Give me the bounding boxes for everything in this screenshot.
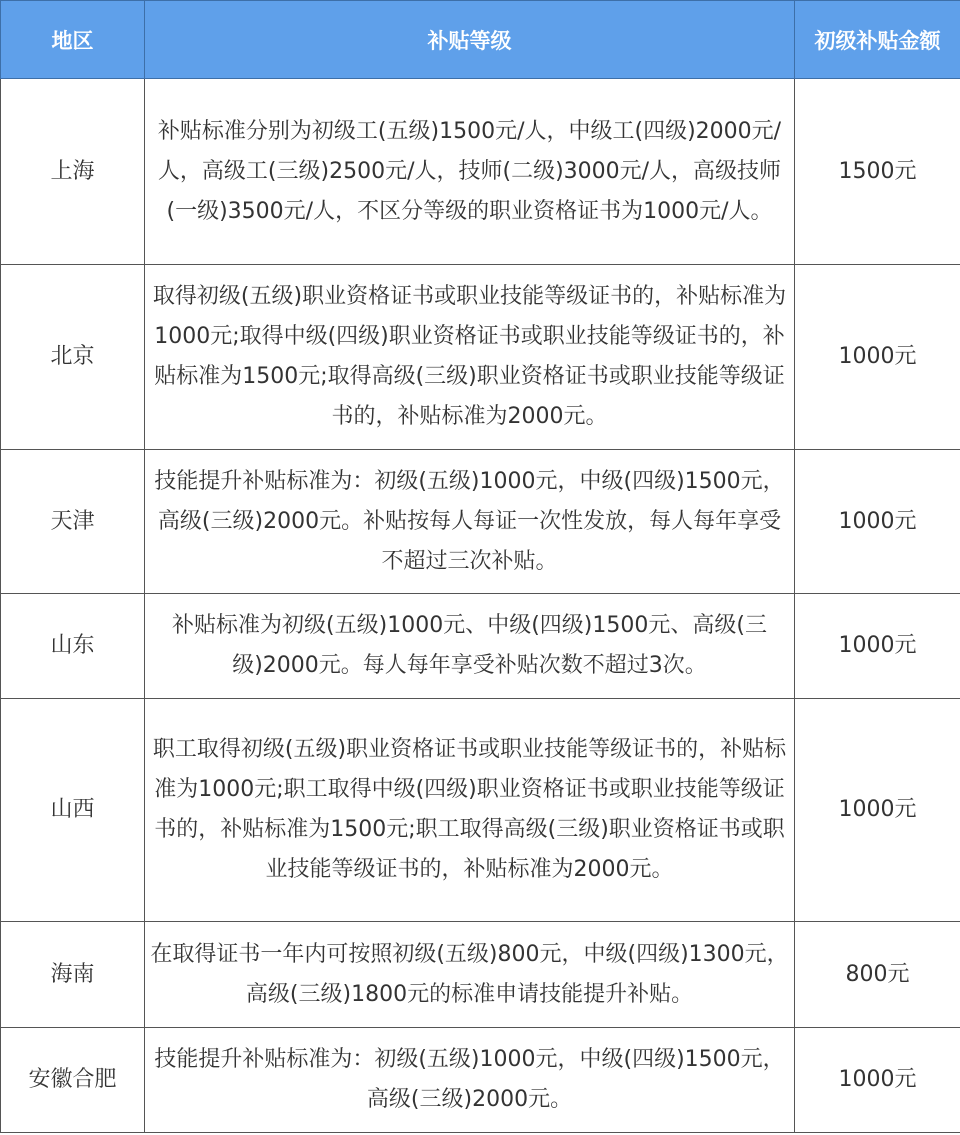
description-cell: 补贴标准分别为初级工(五级)1500元/人，中级工(四级)2000元/人，高级工(三级)2500元/人，技师(二级)3000元/人，高级技师(一级)3500元/人，不区分等级的职业资格证书为1000元/人。	[145, 79, 795, 265]
table-row	[1, 594, 960, 699]
description-cell: 取得初级(五级)职业资格证书或职业技能等级证书的，补贴标准为1000元;取得中级(四级)职业资格证书或职业技能等级证书的，补贴标准为1500元;取得高级(三级)职业资格证书或职业技能等级证书的，补贴标准为2000元。	[145, 265, 795, 450]
description-cell: 技能提升补贴标准为：初级(五级)1000元，中级(四级)1500元，高级(三级)2000元。补贴按每人每证一次性发放，每人每年享受不超过三次补贴。	[145, 450, 795, 594]
table-row	[1, 1028, 960, 1133]
region-cell: 上海	[1, 79, 145, 265]
region-cell: 北京	[1, 265, 145, 450]
amount-cell: 1500元	[795, 79, 960, 265]
header-junior-amount: 初级补贴金额	[795, 1, 960, 79]
table-row	[1, 79, 960, 265]
amount-cell: 1000元	[795, 1028, 960, 1133]
region-cell: 安徽合肥	[1, 1028, 145, 1133]
header-region: 地区	[1, 1, 145, 79]
header-row	[1, 1, 960, 79]
table-row	[1, 699, 960, 922]
amount-cell: 800元	[795, 922, 960, 1028]
description-cell: 职工取得初级(五级)职业资格证书或职业技能等级证书的，补贴标准为1000元;职工取得中级(四级)职业资格证书或职业技能等级证书的，补贴标准为1500元;职工取得高级(三级)职业资格证书或职业技能等级证书的，补贴标准为2000元。	[145, 699, 795, 922]
amount-cell: 1000元	[795, 265, 960, 450]
header-subsidy-level: 补贴等级	[145, 1, 795, 79]
region-cell: 山西	[1, 699, 145, 922]
description-cell: 补贴标准为初级(五级)1000元、中级(四级)1500元、高级(三级)2000元。每人每年享受补贴次数不超过3次。	[145, 594, 795, 699]
region-cell: 天津	[1, 450, 145, 594]
amount-cell: 1000元	[795, 450, 960, 594]
region-cell: 海南	[1, 922, 145, 1028]
table-row	[1, 450, 960, 594]
region-cell: 山东	[1, 594, 145, 699]
description-cell: 技能提升补贴标准为：初级(五级)1000元，中级(四级)1500元，高级(三级)2000元。	[145, 1028, 795, 1133]
table-row	[1, 265, 960, 450]
amount-cell: 1000元	[795, 699, 960, 922]
description-cell: 在取得证书一年内可按照初级(五级)800元，中级(四级)1300元，高级(三级)1800元的标准申请技能提升补贴。	[145, 922, 795, 1028]
amount-cell: 1000元	[795, 594, 960, 699]
table-row	[1, 922, 960, 1028]
